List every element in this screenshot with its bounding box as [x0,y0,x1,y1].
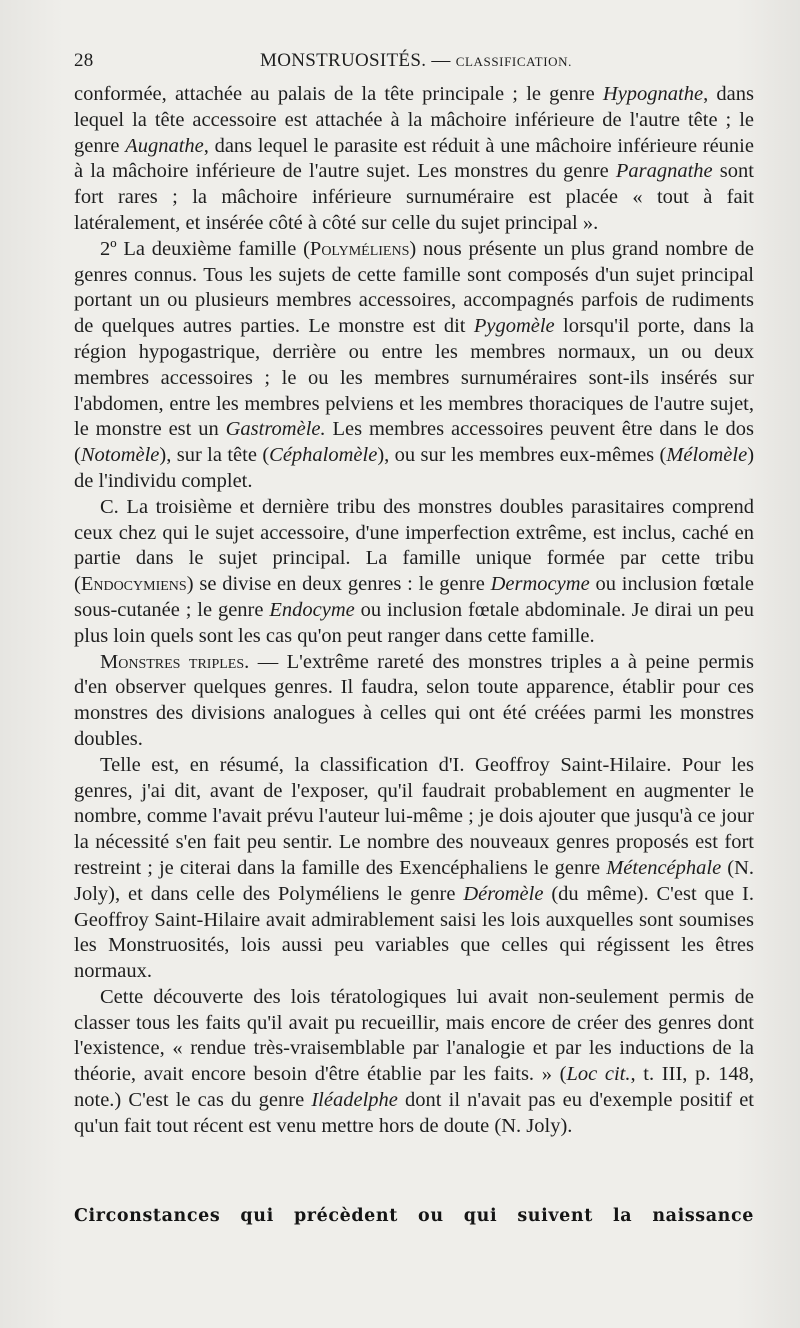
text-run: , dans lequel le parasite est réduit à une mâchoire inférieure réunie à la mâchoire inférieure de l'autre sujet. Les monstres du genre [74,134,754,183]
text-run: C. La troisième et dernière tribu des monstres doubles parasitaires comprend ceux chez qui le sujet accessoire, d'une imperfection extrême, est inclus, caché en partie dans le sujet principal. La famille unique formée par cette tribu ( [74,495,754,596]
paragraph [74,82,754,237]
italic-term: Hypognathe [602,83,704,105]
paragraph [74,753,754,985]
text-run: Cette découverte des lois tératologiques lui avait non-seulement permis de classer tous les faits qu'il avait pu recueillir, mais encore de créer des genres dont l'existence, « rendue très-vraisemblable par l'analogie et par les inductions de la théorie, avait encore besoin d'être établie par les faits. » ( [74,985,754,1086]
text-run: — L'extrême rareté des monstres triples a à peine permis d'en observer quelques genres. Il faudra, selon toute apparence, établir pour ces monstres des divisions analogues à celles qui ont été créées parmi les monstres doubles. [74,650,754,750]
text-run: ), ou sur les membres eux-mêmes ( [377,444,667,467]
text-run: (du même). C'est que I. Geoffroy Saint-Hilaire avait admirablement saisi les lois auxquelles sont soumises les Monstruosités, lois aussi peu variables que celles qui régissent les êtres normaux. [74,882,754,983]
text-run: Les membres accessoires peuvent être dans le dos ( [74,418,754,467]
italic-term: Dermocyme [490,573,590,596]
text-run: , dans lequel la tête accessoire est attachée à la mâchoire inférieure de l'autre tête ; le genre [74,83,755,157]
text-run: sont fort rares ; la mâchoire inférieure surnuméraire est placée « tout à fait latéralement, et insérée côté à côté sur celle du sujet principal ». [74,160,754,234]
italic-term: Notomèle [80,444,160,467]
body-text [74,82,754,1140]
text-run: ou inclusion fœtale sous-cutanée ; le genre [74,573,754,621]
text-run: conformée, attachée au palais de la tête principale ; le genre [74,83,603,105]
italic-term: Iléadelphe [311,1089,398,1112]
paragraph [74,985,754,1140]
text-run: ) nous présente un plus grand nombre de genres connus. Tous les sujets de cette famille sont composés d'un sujet principal portant un ou plusieurs membres accessoires, accompagnés parfois de rudiments de quelques autres parties. Le monstre est dit [74,237,754,338]
italic-term: Augnathe [125,134,204,157]
text-run: (N. Joly), et dans celle des Polyméliens le genre [74,856,755,905]
smallcaps-term: Monstres triples. [100,650,250,673]
text-run: 2º La deuxième famille ( [100,237,310,260]
italic-term: Métencéphale [606,856,722,879]
page-number: 28 [74,50,94,71]
text-run: , t. III, p. 148, note.) C'est le cas du genre [74,1063,754,1112]
text-run: ), sur la tête ( [159,444,270,467]
italic-term: Pygomèle [473,315,555,338]
smallcaps-term: Polyméliens [309,237,410,260]
paragraph [74,650,754,753]
text-run: dont il n'avait pas eu d'exemple positif et qu'un fait tout récent est venu mettre hors de doute (N. Joly). [74,1089,754,1137]
italic-term: Mélomèle [666,444,748,467]
smallcaps-term: Endocymiens [80,573,187,596]
title-main: MONSTRUOSITÉS. [260,50,427,71]
italic-term: Gastromèle. [225,418,326,441]
italic-term: Loc cit. [566,1063,631,1086]
text-run: ou inclusion fœtale abdominale. Je dirai un peu plus loin quels sont les cas qu'on peut ranger dans cette famille. [74,598,754,647]
paragraph [74,237,754,495]
italic-term: Endocyme [269,598,355,621]
title-section: CLASSIFICATION. [455,54,572,69]
italic-term: Paragnathe [615,160,713,183]
text-run: Telle est, en résumé, la classification d'I. Geoffroy Saint-Hilaire. Pour les genres, j'ai dit, avant de l'exposer, qu'il faudrait probablement en augmenter le nombre, comme l'avait prévu l'auteur lui-même ; je dois ajouter que jusqu'à ce jour la nécessité s'en fait peu sentir. Le nombre des nouveaux genres proposés est fort restreint ; je citerai dans la famille des Exencéphaliens le genre [74,753,754,879]
text-run: ) de l'individu complet. [74,444,755,492]
text-run: ) se divise en deux genres : le genre [186,573,491,596]
paragraph [74,495,754,650]
text-run: lorsqu'il porte, dans la région hypogastrique, derrière ou entre les membres normaux, un ou deux membres accessoires ; le ou les membres surnuméraires sont-ils insérés sur l'abdomen, entre les membres pelviens et les membres thoraciques de l'autre sujet, le monstre est un [74,315,755,441]
section-heading: Circonstances qui précèdent ou qui suivent la naissance [74,1206,754,1226]
running-title [260,50,572,72]
italic-term: Céphalomèle [269,444,378,467]
title-dash: — [431,50,451,71]
italic-term: Déromèle [463,882,544,905]
